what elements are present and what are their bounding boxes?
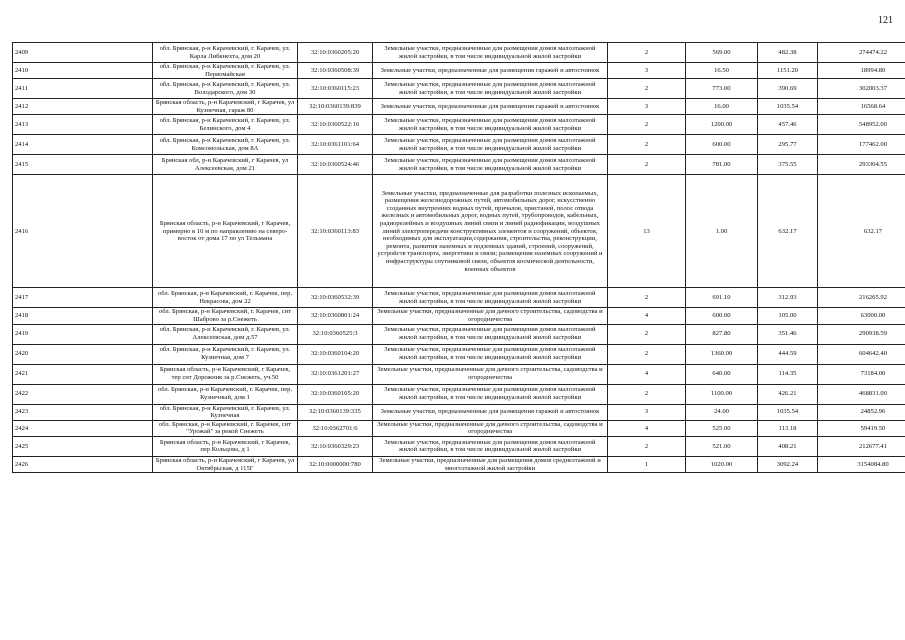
address-cell: обл. Брянская, р-н Карачевский, г. Карачев, ул. Первомайская: [153, 63, 298, 79]
cadastral-value-cell: 468831.00: [818, 384, 905, 404]
row-number-cell: 2422: [13, 384, 153, 404]
area-cell: 640.00: [686, 364, 758, 384]
cadastral-number-cell: 32:10:0360115:23: [298, 79, 373, 99]
land-registry-table: [12, 42, 905, 473]
use-group-cell: 4: [608, 364, 686, 384]
specific-value-cell: 114.35: [758, 364, 818, 384]
address-cell: обл. Брянская, р-н Карачевский, г. Карачев, снт "Урожай" за рекой Снежеть: [153, 420, 298, 436]
address-cell: обл. Брянская, р-н Карачевский, г. Карачев, пер. Некрасова, дом 22: [153, 288, 298, 308]
use-group-cell: 2: [608, 288, 686, 308]
area-cell: 24.00: [686, 404, 758, 420]
specific-value-cell: 113.18: [758, 420, 818, 436]
row-number-cell: 2417: [13, 288, 153, 308]
table-row: [13, 115, 905, 135]
cadastral-number-cell: 32:10:0361201:27: [298, 364, 373, 384]
row-number-cell: 2414: [13, 135, 153, 155]
address-cell: Брянская область, р-н Карачевский, г Карачев, ул Кузнечная, гараж 80: [153, 99, 298, 115]
use-group-cell: 1: [608, 456, 686, 472]
specific-value-cell: 312.93: [758, 288, 818, 308]
row-number-cell: 2418: [13, 308, 153, 324]
use-group-cell: 2: [608, 79, 686, 99]
use-group-cell: 3: [608, 99, 686, 115]
land-use-cell: Земельные участки, предназначенные для размещения домов малоэтажной жилой застройки, в том числе индивидуальной жилой застройки: [373, 436, 608, 456]
cadastral-number-cell: 32:10:0360329:23: [298, 436, 373, 456]
cadastral-value-cell: 302003.37: [818, 79, 905, 99]
row-number-cell: 2410: [13, 63, 153, 79]
specific-value-cell: 457.46: [758, 115, 818, 135]
cadastral-value-cell: 16568.64: [818, 99, 905, 115]
specific-value-cell: 390.69: [758, 79, 818, 99]
cadastral-number-cell: 32:10:0360525:3: [298, 324, 373, 344]
area-cell: 827.80: [686, 324, 758, 344]
cadastral-number-cell: 32:10:0360508:39: [298, 63, 373, 79]
use-group-cell: 2: [608, 135, 686, 155]
area-cell: 1360.00: [686, 344, 758, 364]
cadastral-value-cell: 24852.96: [818, 404, 905, 420]
cadastral-value-cell: 293304.55: [818, 155, 905, 175]
row-number-cell: 2425: [13, 436, 153, 456]
row-number-cell: 2409: [13, 43, 153, 63]
table-row: [13, 384, 905, 404]
area-cell: 1.00: [686, 175, 758, 288]
cadastral-number-cell: 32:10:0360139:839: [298, 99, 373, 115]
row-number-cell: 2411: [13, 79, 153, 99]
table-row: [13, 43, 905, 63]
cadastral-number-cell: 32:10:0360801:24: [298, 308, 373, 324]
land-use-cell: Земельные участки, предназначенные для размещения гаражей и автостоянок: [373, 63, 608, 79]
address-cell: обл. Брянская, р-н Карачевский, г. Карачев, ул. Белинского, дом 4: [153, 115, 298, 135]
specific-value-cell: 1151.20: [758, 63, 818, 79]
area-cell: 1200.00: [686, 115, 758, 135]
cadastral-value-cell: 177462.00: [818, 135, 905, 155]
cadastral-number-cell: 32:10:0000000:780: [298, 456, 373, 472]
cadastral-number-cell: 32:10:0360522:16: [298, 115, 373, 135]
address-cell: обл. Брянская, р-н Карачевский, г. Карачев, пер. Кузнечный, дом 1: [153, 384, 298, 404]
address-cell: обл. Брянская, р-н Карачевский, г. Карачев, снт Шаброво за р.Снежеть: [153, 308, 298, 324]
table-row: [13, 404, 905, 420]
address-cell: обл. Брянская, р-н Карачевский, г. Карачев, ул. Кузнечная: [153, 404, 298, 420]
page-number: 121: [878, 15, 893, 26]
cadastral-value-cell: 604642.40: [818, 344, 905, 364]
specific-value-cell: 375.55: [758, 155, 818, 175]
address-cell: обл. Брянская, р-н Карачевский, г. Карачев, ул. Карла Либкнехта, дом 20: [153, 43, 298, 63]
use-group-cell: 2: [608, 115, 686, 135]
area-cell: 16.50: [686, 63, 758, 79]
row-number-cell: 2412: [13, 99, 153, 115]
address-cell: Брянская область, р-н Карачевский, г Карачев, пер Кольцова, д 1: [153, 436, 298, 456]
cadastral-number-cell: 32:10:0360139:335: [298, 404, 373, 420]
land-use-cell: Земельные участки, предназначенные для размещения домов малоэтажной жилой застройки, в том числе индивидуальной жилой застройки: [373, 43, 608, 63]
land-use-cell: Земельные участки, предназначенные для дачного строительства, садоводства и огородничества: [373, 420, 608, 436]
area-cell: 600.00: [686, 135, 758, 155]
area-cell: 600.00: [686, 308, 758, 324]
area-cell: 521.00: [686, 436, 758, 456]
use-group-cell: 4: [608, 420, 686, 436]
land-use-cell: Земельные участки, предназначенные для дачного строительства, садоводства и огородничества: [373, 364, 608, 384]
table-row: [13, 175, 905, 288]
table-row: [13, 324, 905, 344]
address-cell: Брянская область, р-н Карачевский, г Карачев, ул Октябрьская, д 115Г: [153, 456, 298, 472]
area-cell: 691.10: [686, 288, 758, 308]
land-use-cell: Земельные участки, предназначенные для разработки полезных ископаемых, размещения железнодорожных путей, автомобильных дорог, искусственно созданных внутренних водных путей, причалов, пристаней, полос отвода железных и автомобильных дорог, водных путей, трубопроводов, кабельных, радиорелейных и воздушных линий связи и линий радиофикации, воздушных линий электропередачи конструктивных элементов и сооружений, объектов, необходимых для эксплуатации,содержания, строительства, реконструкции, ремонта, развития наземных и подземных зданий, строений, сооружений, устройств транспорта, энергетики и связи; размещения наземных сооружений и инфраструктуры спутниковой связи, объектов космической деятельности, военных объектов: [373, 175, 608, 288]
use-group-cell: 2: [608, 324, 686, 344]
area-cell: 525.00: [686, 420, 758, 436]
land-use-cell: Земельные участки, предназначенные для размещения домов малоэтажной жилой застройки, в том числе индивидуальной жилой застройки: [373, 115, 608, 135]
cadastral-number-cell: 32:10:0362701:6: [298, 420, 373, 436]
use-group-cell: 2: [608, 155, 686, 175]
cadastral-value-cell: 548952.00: [818, 115, 905, 135]
row-number-cell: 2419: [13, 324, 153, 344]
address-cell: Брянская область, р-н Карачевский, г Карачев, примерно в 10 м по направлению на северо-восток от дома 17 по ул Тельмана: [153, 175, 298, 288]
land-use-cell: Земельные участки, предназначенные для размещения домов малоэтажной жилой застройки, в том числе индивидуальной жилой застройки: [373, 79, 608, 99]
land-use-cell: Земельные участки, предназначенные для размещения гаражей и автостоянок: [373, 99, 608, 115]
cadastral-value-cell: 216265.92: [818, 288, 905, 308]
table-row: [13, 99, 905, 115]
specific-value-cell: 632.17: [758, 175, 818, 288]
table-row: [13, 364, 905, 384]
row-number-cell: 2421: [13, 364, 153, 384]
specific-value-cell: 444.59: [758, 344, 818, 364]
table-row: [13, 135, 905, 155]
area-cell: 773.00: [686, 79, 758, 99]
cadastral-number-cell: 32:10:0360113:83: [298, 175, 373, 288]
use-group-cell: 4: [608, 308, 686, 324]
use-group-cell: 2: [608, 43, 686, 63]
row-number-cell: 2424: [13, 420, 153, 436]
use-group-cell: 2: [608, 384, 686, 404]
cadastral-number-cell: 32:10:0360205:20: [298, 43, 373, 63]
registry-body: [13, 43, 905, 473]
table-row: [13, 308, 905, 324]
cadastral-value-cell: 73184.00: [818, 364, 905, 384]
cadastral-number-cell: 32:10:0360104:20: [298, 344, 373, 364]
land-use-cell: Земельные участки, предназначенные для размещения домов малоэтажной жилой застройки, в том числе индивидуальной жилой застройки: [373, 344, 608, 364]
land-use-cell: Земельные участки, предназначенные для размещения домов среднеэтажной и многоэтажной жилой застройки: [373, 456, 608, 472]
table-row: [13, 79, 905, 99]
use-group-cell: 2: [608, 436, 686, 456]
table-row: [13, 420, 905, 436]
use-group-cell: 3: [608, 404, 686, 420]
cadastral-value-cell: 63000.00: [818, 308, 905, 324]
area-cell: 1020.00: [686, 456, 758, 472]
row-number-cell: 2415: [13, 155, 153, 175]
table-row: [13, 436, 905, 456]
cadastral-value-cell: 59419.50: [818, 420, 905, 436]
address-cell: обл. Брянская, р-н Карачевский, г. Карачев, ул. Алексеевская, дом д.57: [153, 324, 298, 344]
specific-value-cell: 408.21: [758, 436, 818, 456]
address-cell: обл. Брянская, р-н Карачевский, г. Карачев, ул. Володарского, дом 30: [153, 79, 298, 99]
table-row: [13, 155, 905, 175]
use-group-cell: 13: [608, 175, 686, 288]
land-use-cell: Земельные участки, предназначенные для размещения домов малоэтажной жилой застройки, в том числе индивидуальной жилой застройки: [373, 384, 608, 404]
row-number-cell: 2423: [13, 404, 153, 420]
cadastral-number-cell: 32:10:0361101:64: [298, 135, 373, 155]
specific-value-cell: 426.21: [758, 384, 818, 404]
specific-value-cell: 295.77: [758, 135, 818, 155]
table-row: [13, 288, 905, 308]
land-use-cell: Земельные участки, предназначенные для размещения домов малоэтажной жилой застройки, в том числе индивидуальной жилой застройки: [373, 135, 608, 155]
specific-value-cell: 1035.54: [758, 99, 818, 115]
use-group-cell: 2: [608, 344, 686, 364]
cadastral-number-cell: 32:10:0360524:46: [298, 155, 373, 175]
cadastral-value-cell: 18994.80: [818, 63, 905, 79]
cadastral-number-cell: 32:10:0360105:20: [298, 384, 373, 404]
land-use-cell: Земельные участки, предназначенные для размещения гаражей и автостоянок: [373, 404, 608, 420]
specific-value-cell: 3092.24: [758, 456, 818, 472]
cadastral-number-cell: 32:10:0360532:39: [298, 288, 373, 308]
row-number-cell: 2426: [13, 456, 153, 472]
table-row: [13, 63, 905, 79]
area-cell: 569.00: [686, 43, 758, 63]
area-cell: 16.00: [686, 99, 758, 115]
cadastral-value-cell: 3154084.80: [818, 456, 905, 472]
address-cell: Брянская обл, р-н Карачевский, г Карачев, ул Алексеевская, дом 21: [153, 155, 298, 175]
specific-value-cell: 351.46: [758, 324, 818, 344]
address-cell: Брянская область, р-н Карачевский, г Карачев, тер снт Дорожник за р.Снежеть, уч.50: [153, 364, 298, 384]
specific-value-cell: 482.38: [758, 43, 818, 63]
address-cell: обл. Брянская, р-н Карачевский, г. Карачев, ул. Комсомольская, дом 8А: [153, 135, 298, 155]
cadastral-value-cell: 274474.22: [818, 43, 905, 63]
cadastral-value-cell: 290938.59: [818, 324, 905, 344]
address-cell: обл. Брянская, р-н Карачевский, г. Карачев, ул. Кузнечная, дом 7: [153, 344, 298, 364]
table-row: [13, 344, 905, 364]
land-use-cell: Земельные участки, предназначенные для размещения домов малоэтажной жилой застройки, в том числе индивидуальной жилой застройки: [373, 288, 608, 308]
specific-value-cell: 105.00: [758, 308, 818, 324]
use-group-cell: 3: [608, 63, 686, 79]
table-row: [13, 456, 905, 472]
area-cell: 781.00: [686, 155, 758, 175]
area-cell: 1100.00: [686, 384, 758, 404]
row-number-cell: 2420: [13, 344, 153, 364]
specific-value-cell: 1035.54: [758, 404, 818, 420]
row-number-cell: 2416: [13, 175, 153, 288]
cadastral-value-cell: 632.17: [818, 175, 905, 288]
land-use-cell: Земельные участки, предназначенные для дачного строительства, садоводства и огородничества: [373, 308, 608, 324]
land-use-cell: Земельные участки, предназначенные для размещения домов малоэтажной жилой застройки, в том числе индивидуальной жилой застройки: [373, 324, 608, 344]
cadastral-value-cell: 212677.41: [818, 436, 905, 456]
row-number-cell: 2413: [13, 115, 153, 135]
land-use-cell: Земельные участки, предназначенные для размещения домов малоэтажной жилой застройки, в том числе индивидуальной жилой застройки: [373, 155, 608, 175]
